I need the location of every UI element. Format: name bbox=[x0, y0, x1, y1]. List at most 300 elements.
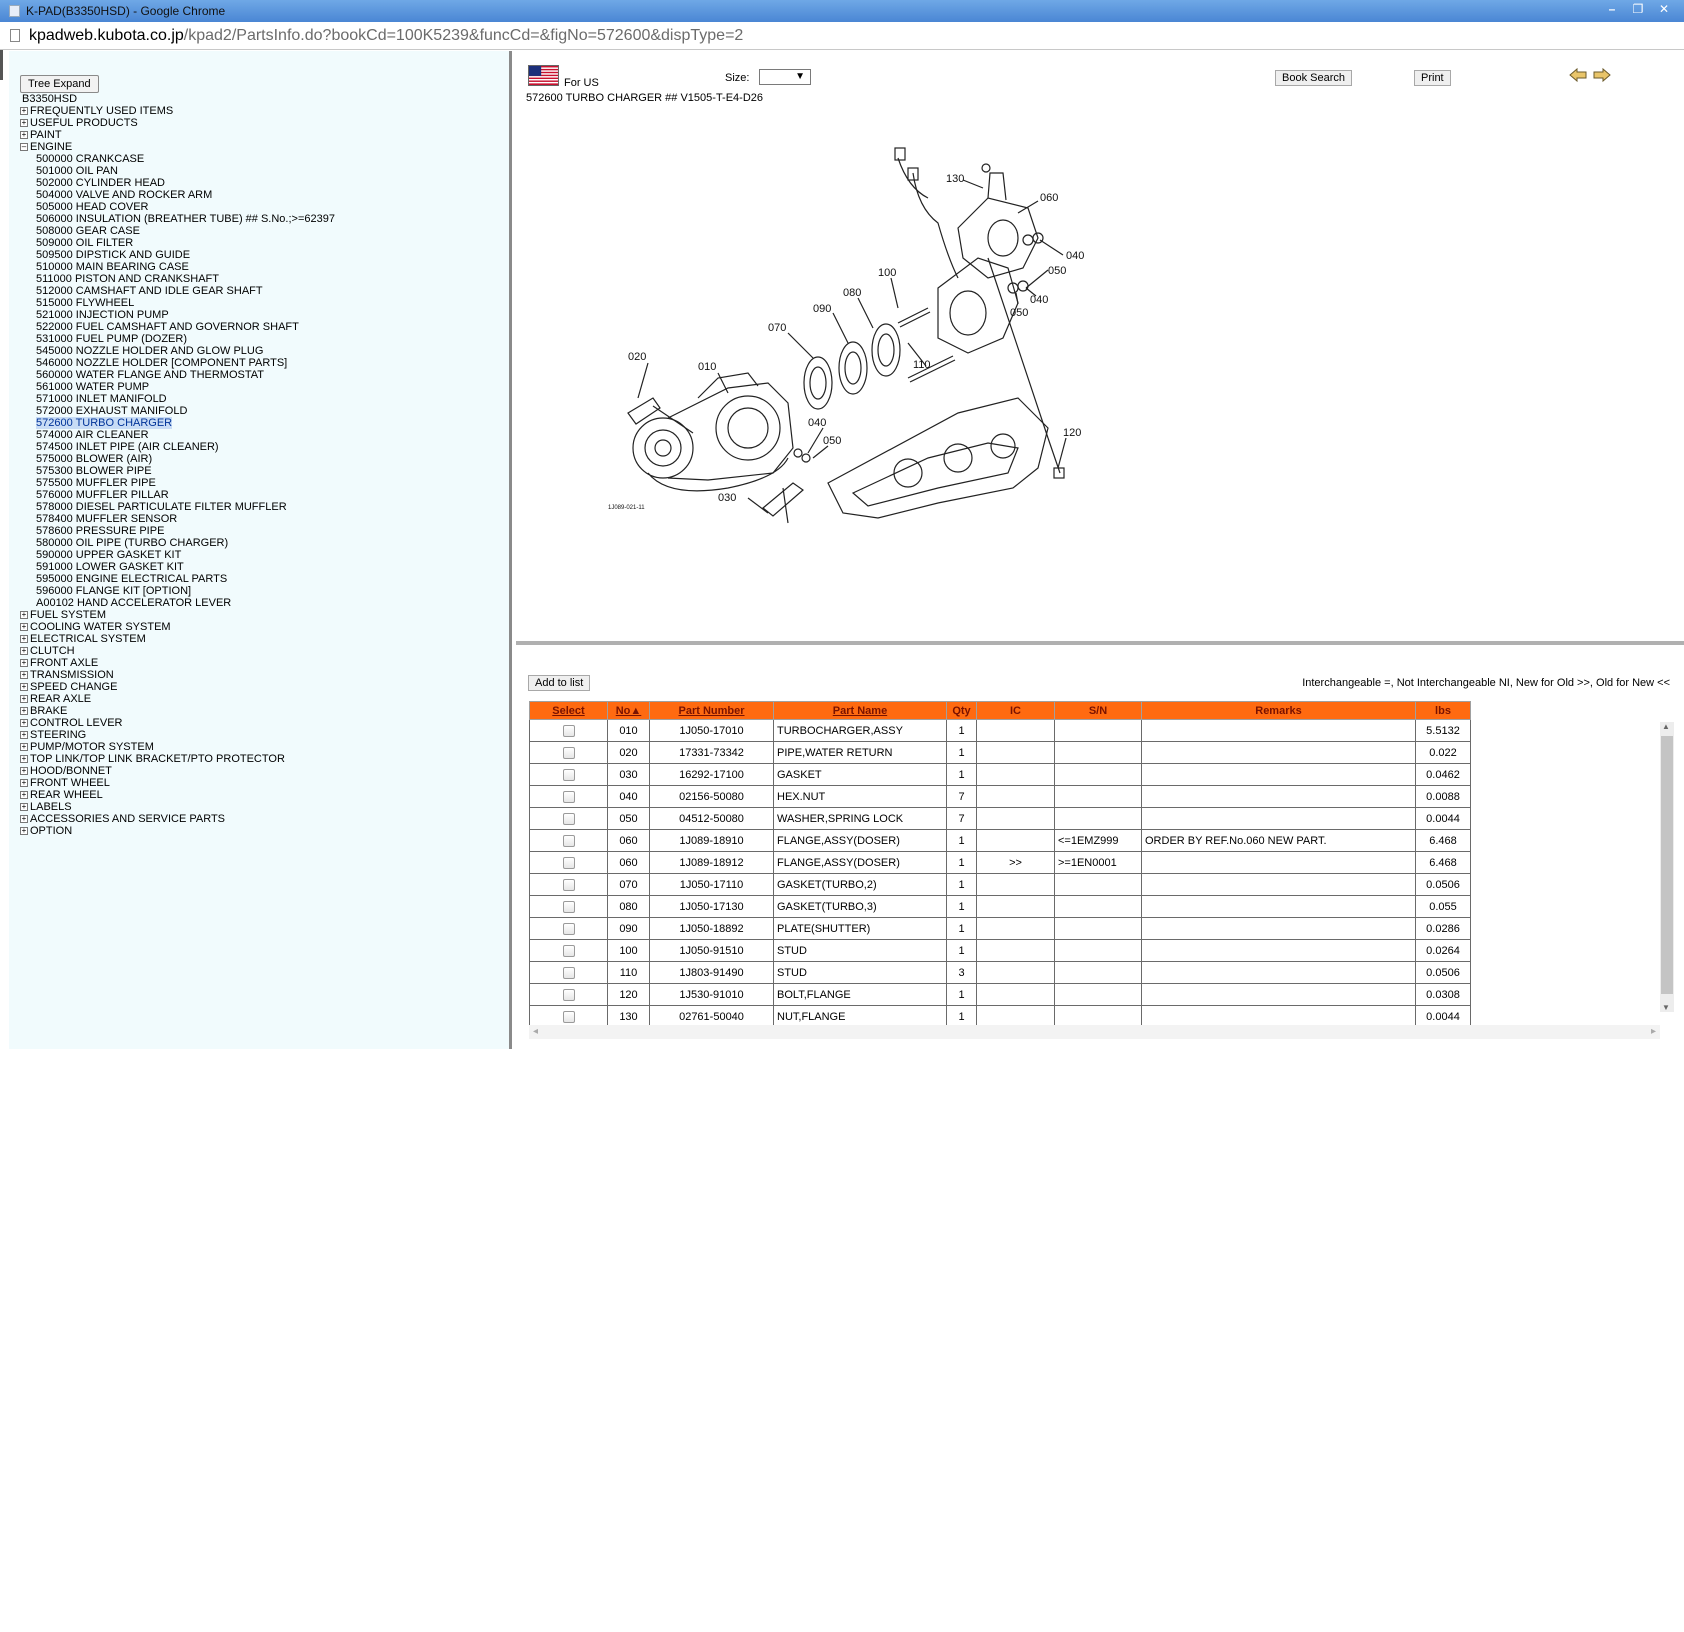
row-checkbox[interactable] bbox=[563, 923, 575, 935]
book-search-button[interactable]: Book Search bbox=[1275, 70, 1352, 86]
tree-item-label: 575000 BLOWER (AIR) bbox=[36, 453, 153, 465]
tree-subsection-item[interactable] bbox=[20, 153, 335, 165]
table-row bbox=[530, 830, 1471, 852]
tree-item-label: 515000 FLYWHEEL bbox=[36, 297, 135, 309]
select-cell bbox=[530, 896, 608, 918]
tree-item-label: 512000 CAMSHAFT AND IDLE GEAR SHAFT bbox=[36, 285, 263, 297]
tree-category-item[interactable] bbox=[20, 801, 335, 813]
tree-item-label: 511000 PISTON AND CRANKSHAFT bbox=[36, 273, 219, 285]
col-qty: Qty bbox=[947, 702, 977, 720]
weight-cell: 0.0044 bbox=[1416, 808, 1471, 830]
part-name-cell: HEX.NUT bbox=[774, 786, 947, 808]
tree-subsection-item[interactable] bbox=[20, 225, 335, 237]
tree-item-label: REAR WHEEL bbox=[30, 789, 103, 801]
weight-cell: 0.0462 bbox=[1416, 764, 1471, 786]
minimize-icon[interactable]: – bbox=[1608, 2, 1616, 16]
expand-icon[interactable]: + bbox=[21, 658, 27, 667]
select-cell bbox=[530, 874, 608, 896]
tree-category-item[interactable] bbox=[20, 621, 335, 633]
serial-number-cell bbox=[1055, 940, 1142, 962]
tree-category-item[interactable] bbox=[20, 777, 335, 789]
table-row bbox=[530, 984, 1471, 1006]
row-checkbox[interactable] bbox=[563, 989, 575, 1001]
expand-icon[interactable]: + bbox=[21, 118, 27, 127]
tree-item-label: 574000 AIR CLEANER bbox=[36, 429, 149, 441]
col-part-number[interactable]: Part Number bbox=[650, 702, 774, 720]
select-cell bbox=[530, 720, 608, 742]
remarks-cell bbox=[1142, 764, 1416, 786]
tree-item-label: 545000 NOZZLE HOLDER AND GLOW PLUG bbox=[36, 345, 264, 357]
url-path: /kpad2/PartsInfo.do?bookCd=100K5239&funcCd=&figNo=572600&dispType=2 bbox=[183, 27, 744, 44]
weight-cell: 0.0264 bbox=[1416, 940, 1471, 962]
tree-category-item[interactable] bbox=[20, 693, 335, 705]
tree-category-item[interactable] bbox=[20, 105, 335, 117]
tree-category-item[interactable] bbox=[20, 129, 335, 141]
tree-item-label: BRAKE bbox=[30, 705, 68, 717]
tree-subsection-item[interactable] bbox=[20, 189, 335, 201]
region-label: For US bbox=[564, 77, 599, 89]
window-edge bbox=[0, 50, 3, 80]
tree-subsection-item[interactable] bbox=[20, 321, 335, 333]
tree-item-label: USEFUL PRODUCTS bbox=[30, 117, 138, 129]
row-checkbox[interactable] bbox=[563, 835, 575, 847]
tree-item-label: 576000 MUFFLER PILLAR bbox=[36, 489, 169, 501]
tree-subsection-item[interactable] bbox=[20, 237, 335, 249]
tree-subsection-item[interactable] bbox=[20, 261, 335, 273]
tree-item-label: 506000 INSULATION (BREATHER TUBE) ## S.No.;>=62397 bbox=[36, 213, 335, 225]
serial-number-cell bbox=[1055, 742, 1142, 764]
tree-item-label: 510000 MAIN BEARING CASE bbox=[36, 261, 189, 273]
arrow-left-icon[interactable] bbox=[1569, 68, 1587, 82]
tree-category-item[interactable] bbox=[20, 657, 335, 669]
expand-icon[interactable]: + bbox=[21, 742, 27, 751]
weight-cell: 0.055 bbox=[1416, 896, 1471, 918]
callout-110: 110 bbox=[913, 359, 931, 371]
remarks-cell bbox=[1142, 720, 1416, 742]
address-bar[interactable] bbox=[0, 22, 1684, 50]
tree-subsection-item[interactable] bbox=[20, 417, 335, 429]
ref-no-cell: 010 bbox=[608, 720, 650, 742]
weight-cell: 6.468 bbox=[1416, 830, 1471, 852]
ref-no-cell: 110 bbox=[608, 962, 650, 984]
ref-no-cell: 040 bbox=[608, 786, 650, 808]
tree-subsection-item[interactable] bbox=[20, 213, 335, 225]
table-row bbox=[530, 786, 1471, 808]
col-part-name[interactable]: Part Name bbox=[774, 702, 947, 720]
app-icon bbox=[9, 5, 20, 17]
tree-item-label: 561000 WATER PUMP bbox=[36, 381, 150, 393]
size-label: Size: bbox=[725, 72, 750, 84]
scroll-up-icon[interactable]: ▲ bbox=[1662, 722, 1670, 731]
callout-070: 070 bbox=[768, 322, 787, 334]
ref-no-cell: 080 bbox=[608, 896, 650, 918]
qty-cell: 1 bbox=[947, 830, 977, 852]
tree-panel bbox=[9, 51, 512, 1049]
tree-subsection-item[interactable] bbox=[20, 249, 335, 261]
parts-pane bbox=[516, 648, 1684, 1049]
qty-cell: 1 bbox=[947, 720, 977, 742]
serial-number-cell: >=1EN0001 bbox=[1055, 852, 1142, 874]
row-checkbox[interactable] bbox=[563, 725, 575, 737]
collapse-icon[interactable]: – bbox=[21, 142, 27, 151]
callout-050-b: 050 bbox=[1010, 307, 1029, 319]
part-name-cell: STUD bbox=[774, 940, 947, 962]
print-button[interactable]: Print bbox=[1414, 70, 1451, 86]
tree-item-label: FRONT AXLE bbox=[30, 657, 99, 669]
qty-cell: 1 bbox=[947, 852, 977, 874]
weight-cell: 5.5132 bbox=[1416, 720, 1471, 742]
tree-category-item[interactable] bbox=[20, 825, 335, 837]
arrow-right-icon[interactable] bbox=[1593, 68, 1611, 82]
tree-subsection-item[interactable] bbox=[20, 453, 335, 465]
ic-cell bbox=[977, 720, 1055, 742]
remarks-cell bbox=[1142, 742, 1416, 764]
figure-title: 572600 TURBO CHARGER ## V1505-T-E4-D26 bbox=[526, 92, 764, 104]
row-checkbox[interactable] bbox=[563, 879, 575, 891]
select-cell bbox=[530, 962, 608, 984]
part-number-cell: 1J089-18910 bbox=[650, 830, 774, 852]
qty-cell: 1 bbox=[947, 940, 977, 962]
tree-subsection-item[interactable] bbox=[20, 561, 335, 573]
tree-subsection-item[interactable] bbox=[20, 549, 335, 561]
expand-icon[interactable]: + bbox=[21, 814, 27, 823]
tree-subsection-item[interactable] bbox=[20, 465, 335, 477]
tree-subsection-item[interactable] bbox=[20, 357, 335, 369]
part-number-cell: 1J803-91490 bbox=[650, 962, 774, 984]
ref-no-cell: 130 bbox=[608, 1006, 650, 1028]
tree-subsection-item[interactable] bbox=[20, 525, 335, 537]
row-checkbox[interactable] bbox=[563, 769, 575, 781]
ic-cell bbox=[977, 742, 1055, 764]
part-number-cell: 1J530-91010 bbox=[650, 984, 774, 1006]
row-checkbox[interactable] bbox=[563, 857, 575, 869]
tree-subsection-item[interactable] bbox=[20, 369, 335, 381]
col-no[interactable]: No▲ bbox=[608, 702, 650, 720]
expand-icon[interactable]: + bbox=[21, 646, 27, 655]
tree-item-label: 571000 INLET MANIFOLD bbox=[36, 393, 167, 405]
callout-040-a: 040 bbox=[1066, 250, 1085, 262]
tree-item-label: OPTION bbox=[30, 825, 73, 837]
part-name-cell: PIPE,WATER RETURN bbox=[774, 742, 947, 764]
weight-cell: 6.468 bbox=[1416, 852, 1471, 874]
expand-icon[interactable]: + bbox=[21, 790, 27, 799]
part-number-cell: 17331-73342 bbox=[650, 742, 774, 764]
part-number-cell: 04512-50080 bbox=[650, 808, 774, 830]
expand-icon[interactable]: + bbox=[21, 634, 27, 643]
tree-item-label: 595000 ENGINE ELECTRICAL PARTS bbox=[36, 573, 228, 585]
tree-item-label: ACCESSORIES AND SERVICE PARTS bbox=[30, 813, 226, 825]
tree-item-label: PAINT bbox=[30, 129, 62, 141]
ref-no-cell: 100 bbox=[608, 940, 650, 962]
row-checkbox[interactable] bbox=[563, 1011, 575, 1023]
tree-subsection-item[interactable] bbox=[20, 393, 335, 405]
ref-no-cell: 020 bbox=[608, 742, 650, 764]
restore-icon[interactable]: ❐ bbox=[1632, 2, 1644, 16]
tree-category-item[interactable] bbox=[20, 717, 335, 729]
tree-item-label: 560000 WATER FLANGE AND THERMOSTAT bbox=[36, 369, 264, 381]
remarks-cell bbox=[1142, 940, 1416, 962]
part-name-cell: PLATE(SHUTTER) bbox=[774, 918, 947, 940]
qty-cell: 1 bbox=[947, 896, 977, 918]
scroll-thumb[interactable] bbox=[1661, 736, 1673, 994]
tree-category-item[interactable] bbox=[20, 669, 335, 681]
expand-icon[interactable]: + bbox=[21, 766, 27, 775]
expand-icon[interactable]: + bbox=[21, 754, 27, 763]
ic-cell bbox=[977, 786, 1055, 808]
tree-item-label: 508000 GEAR CASE bbox=[36, 225, 140, 237]
tree-item-label: 572600 TURBO CHARGER bbox=[36, 417, 173, 429]
size-select[interactable] bbox=[759, 69, 811, 85]
tree-root[interactable]: B3350HSD bbox=[22, 93, 78, 105]
part-name-cell: GASKET bbox=[774, 764, 947, 786]
tree-item-label: 578600 PRESSURE PIPE bbox=[36, 525, 165, 537]
expand-icon[interactable]: + bbox=[21, 730, 27, 739]
remarks-cell bbox=[1142, 918, 1416, 940]
tree-item-label: FUEL SYSTEM bbox=[30, 609, 106, 621]
expand-icon[interactable]: + bbox=[21, 682, 27, 691]
qty-cell: 1 bbox=[947, 1006, 977, 1028]
table-row bbox=[530, 918, 1471, 940]
close-icon[interactable]: ✕ bbox=[1658, 2, 1670, 16]
col-remarks: Remarks bbox=[1142, 702, 1416, 720]
table-row bbox=[530, 940, 1471, 962]
qty-cell: 3 bbox=[947, 962, 977, 984]
tree-category-item[interactable] bbox=[20, 609, 335, 621]
select-cell bbox=[530, 742, 608, 764]
row-checkbox[interactable] bbox=[563, 747, 575, 759]
part-number-cell: 1J050-17110 bbox=[650, 874, 774, 896]
select-cell bbox=[530, 984, 608, 1006]
window-titlebar bbox=[0, 0, 1684, 22]
tree-category-item[interactable] bbox=[20, 765, 335, 777]
remarks-cell bbox=[1142, 786, 1416, 808]
tree-item-label: FREQUENTLY USED ITEMS bbox=[30, 105, 174, 117]
table-row bbox=[530, 742, 1471, 764]
callout-050-c: 050 bbox=[823, 435, 842, 447]
tree-subsection-item[interactable] bbox=[20, 405, 335, 417]
exploded-parts-diagram bbox=[608, 128, 1188, 558]
part-number-cell: 1J089-18912 bbox=[650, 852, 774, 874]
tree-category-item[interactable] bbox=[20, 645, 335, 657]
part-number-cell: 1J050-91510 bbox=[650, 940, 774, 962]
tree-expand-button[interactable]: Tree Expand bbox=[20, 75, 99, 93]
tree-subsection-item[interactable] bbox=[20, 501, 335, 513]
scroll-right-icon[interactable]: ▸ bbox=[1650, 1026, 1656, 1037]
vertical-scrollbar[interactable] bbox=[1660, 722, 1674, 1012]
table-row bbox=[530, 852, 1471, 874]
ic-cell bbox=[977, 940, 1055, 962]
remarks-cell bbox=[1142, 852, 1416, 874]
select-cell bbox=[530, 830, 608, 852]
callout-010: 010 bbox=[698, 361, 717, 373]
tree-subsection-item[interactable] bbox=[20, 201, 335, 213]
horizontal-scrollbar[interactable] bbox=[529, 1025, 1660, 1039]
weight-cell: 0.0506 bbox=[1416, 962, 1471, 984]
tree-subsection-item[interactable] bbox=[20, 285, 335, 297]
expand-icon[interactable]: + bbox=[21, 718, 27, 727]
part-name-cell: STUD bbox=[774, 962, 947, 984]
tree-item-label: COOLING WATER SYSTEM bbox=[30, 621, 171, 633]
col-sn: S/N bbox=[1055, 702, 1142, 720]
tree-item-label: 578400 MUFFLER SENSOR bbox=[36, 513, 178, 525]
expand-icon[interactable]: + bbox=[21, 694, 27, 703]
tree-item-label: 572000 EXHAUST MANIFOLD bbox=[36, 405, 188, 417]
row-checkbox[interactable] bbox=[563, 967, 575, 979]
serial-number-cell bbox=[1055, 984, 1142, 1006]
callout-080: 080 bbox=[843, 287, 862, 299]
scroll-down-icon[interactable]: ▼ bbox=[1662, 1003, 1670, 1012]
row-checkbox[interactable] bbox=[563, 813, 575, 825]
window-title: K-PAD(B3350HSD) - Google Chrome bbox=[26, 4, 226, 18]
serial-number-cell bbox=[1055, 962, 1142, 984]
tree-subsection-item[interactable] bbox=[20, 441, 335, 453]
tree-subsection-item[interactable] bbox=[20, 537, 335, 549]
part-name-cell: GASKET(TURBO,3) bbox=[774, 896, 947, 918]
tree-item-label: 501000 OIL PAN bbox=[36, 165, 118, 177]
tree-subsection-item[interactable] bbox=[20, 429, 335, 441]
tree-subsection-item[interactable] bbox=[20, 585, 335, 597]
tree-subsection-item[interactable] bbox=[20, 489, 335, 501]
tree-subsection-item[interactable] bbox=[20, 345, 335, 357]
tree-item-label: 509000 OIL FILTER bbox=[36, 237, 134, 249]
figure-pane bbox=[516, 51, 1684, 645]
tree-item-label: CONTROL LEVER bbox=[30, 717, 123, 729]
tree-item-label: SPEED CHANGE bbox=[30, 681, 118, 693]
expand-icon[interactable]: + bbox=[21, 802, 27, 811]
tree-subsection-item[interactable] bbox=[20, 513, 335, 525]
select-cell bbox=[530, 940, 608, 962]
tree-item-label: 578000 DIESEL PARTICULATE FILTER MUFFLER bbox=[36, 501, 287, 513]
ic-cell bbox=[977, 764, 1055, 786]
tree-category-item[interactable] bbox=[20, 729, 335, 741]
col-lbs: lbs bbox=[1416, 702, 1471, 720]
tree-category-item[interactable] bbox=[20, 789, 335, 801]
weight-cell: 0.0506 bbox=[1416, 874, 1471, 896]
callout-030: 030 bbox=[718, 492, 737, 504]
scroll-left-icon[interactable]: ◂ bbox=[533, 1026, 539, 1037]
tree-subsection-item[interactable] bbox=[20, 165, 335, 177]
url-text[interactable] bbox=[29, 22, 743, 50]
qty-cell: 7 bbox=[947, 808, 977, 830]
tree-item-label: 504000 VALVE AND ROCKER ARM bbox=[36, 189, 213, 201]
weight-cell: 0.0308 bbox=[1416, 984, 1471, 1006]
serial-number-cell: <=1EMZ999 bbox=[1055, 830, 1142, 852]
expand-icon[interactable]: + bbox=[21, 706, 27, 715]
tree-subsection-item[interactable] bbox=[20, 477, 335, 489]
row-checkbox[interactable] bbox=[563, 945, 575, 957]
callout-020: 020 bbox=[628, 351, 647, 363]
expand-icon[interactable]: + bbox=[21, 106, 27, 115]
parts-table bbox=[529, 701, 1471, 1028]
url-host: kpadweb.kubota.co.jp bbox=[29, 27, 184, 44]
expand-icon[interactable]: + bbox=[21, 622, 27, 631]
tree-item-label: REAR AXLE bbox=[30, 693, 92, 705]
part-name-cell: FLANGE,ASSY(DOSER) bbox=[774, 852, 947, 874]
part-number-cell: 02156-50080 bbox=[650, 786, 774, 808]
qty-cell: 1 bbox=[947, 764, 977, 786]
serial-number-cell bbox=[1055, 874, 1142, 896]
tree-subsection-item[interactable] bbox=[20, 381, 335, 393]
part-name-cell: GASKET(TURBO,2) bbox=[774, 874, 947, 896]
chevron-down-icon: ▼ bbox=[795, 71, 805, 82]
tree-item-label: 509500 DIPSTICK AND GUIDE bbox=[36, 249, 191, 261]
tree-item-label: 575500 MUFFLER PIPE bbox=[36, 477, 156, 489]
tree-item-label: ENGINE bbox=[30, 141, 73, 153]
tree-item-label: 522000 FUEL CAMSHAFT AND GOVERNOR SHAFT bbox=[36, 321, 299, 333]
tree-item-label: 500000 CRANKCASE bbox=[36, 153, 145, 165]
part-number-cell: 1J050-17010 bbox=[650, 720, 774, 742]
qty-cell: 7 bbox=[947, 786, 977, 808]
callout-040-c: 040 bbox=[808, 417, 827, 429]
tree-subsection-item[interactable] bbox=[20, 177, 335, 189]
remarks-cell: ORDER BY REF.No.060 NEW PART. bbox=[1142, 830, 1416, 852]
serial-number-cell bbox=[1055, 896, 1142, 918]
tree-item-label: 591000 LOWER GASKET KIT bbox=[36, 561, 184, 573]
us-flag-icon bbox=[528, 65, 559, 86]
part-name-cell: FLANGE,ASSY(DOSER) bbox=[774, 830, 947, 852]
weight-cell: 0.0088 bbox=[1416, 786, 1471, 808]
ref-no-cell: 090 bbox=[608, 918, 650, 940]
select-cell bbox=[530, 786, 608, 808]
tree-category-item[interactable] bbox=[20, 681, 335, 693]
remarks-cell bbox=[1142, 808, 1416, 830]
table-row bbox=[530, 720, 1471, 742]
row-checkbox[interactable] bbox=[563, 791, 575, 803]
tree-subsection-item[interactable] bbox=[20, 309, 335, 321]
tree-category-item[interactable] bbox=[20, 141, 335, 153]
tree-category-item[interactable] bbox=[20, 741, 335, 753]
expand-icon[interactable]: + bbox=[21, 610, 27, 619]
ref-no-cell: 050 bbox=[608, 808, 650, 830]
parts-table-body bbox=[530, 720, 1471, 1028]
table-row bbox=[530, 764, 1471, 786]
ref-no-cell: 120 bbox=[608, 984, 650, 1006]
tree-category-item[interactable] bbox=[20, 813, 335, 825]
tree-category-item[interactable] bbox=[20, 117, 335, 129]
tree-category-item[interactable] bbox=[20, 753, 335, 765]
tree-item-label: 590000 UPPER GASKET KIT bbox=[36, 549, 182, 561]
tree-item-label: 502000 CYLINDER HEAD bbox=[36, 177, 166, 189]
remarks-cell bbox=[1142, 874, 1416, 896]
tree-item-label: 521000 INJECTION PUMP bbox=[36, 309, 169, 321]
col-select[interactable]: Select bbox=[530, 702, 608, 720]
ref-no-cell: 060 bbox=[608, 830, 650, 852]
expand-icon[interactable]: + bbox=[21, 670, 27, 679]
add-to-list-button[interactable]: Add to list bbox=[528, 675, 590, 691]
select-cell bbox=[530, 852, 608, 874]
tree-subsection-item[interactable] bbox=[20, 333, 335, 345]
expand-icon[interactable]: + bbox=[21, 826, 27, 835]
category-tree bbox=[20, 105, 335, 837]
tree-subsection-item[interactable] bbox=[20, 573, 335, 585]
tree-subsection-item[interactable] bbox=[20, 273, 335, 285]
row-checkbox[interactable] bbox=[563, 901, 575, 913]
expand-icon[interactable]: + bbox=[21, 778, 27, 787]
tree-subsection-item[interactable] bbox=[20, 297, 335, 309]
part-name-cell: TURBOCHARGER,ASSY bbox=[774, 720, 947, 742]
tree-item-label: 546000 NOZZLE HOLDER [COMPONENT PARTS] bbox=[36, 357, 288, 369]
remarks-cell bbox=[1142, 896, 1416, 918]
callout-130: 130 bbox=[946, 173, 965, 185]
expand-icon[interactable]: + bbox=[21, 130, 27, 139]
tree-category-item[interactable] bbox=[20, 705, 335, 717]
tree-item-label: 505000 HEAD COVER bbox=[36, 201, 149, 213]
tree-category-item[interactable] bbox=[20, 633, 335, 645]
tree-subsection-item[interactable] bbox=[20, 597, 335, 609]
ic-cell bbox=[977, 808, 1055, 830]
ic-cell bbox=[977, 874, 1055, 896]
serial-number-cell bbox=[1055, 786, 1142, 808]
